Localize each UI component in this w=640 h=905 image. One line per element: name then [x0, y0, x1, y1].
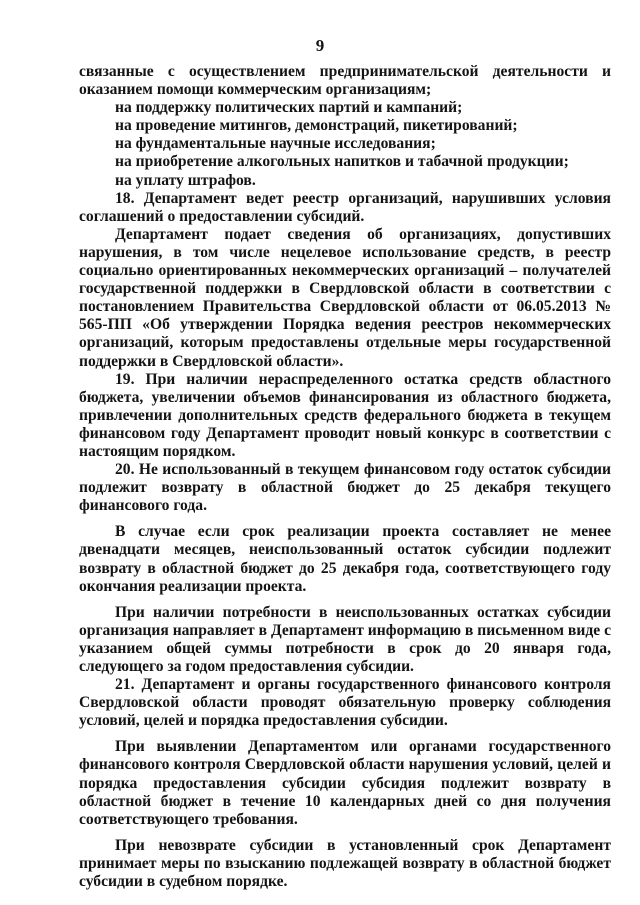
list-item-fundamental-research: на фундаментальные научные исследования; — [115, 135, 436, 153]
page-number: 9 — [315, 36, 325, 55]
list-item-political-support: на поддержку политических партий и кампаний; — [115, 99, 463, 117]
list-item-rallies: на проведение митингов, демонстраций, пикетирований; — [115, 117, 518, 135]
clause-21-court-recovery: При невозврате субсидии в установленный срок Департамент принимает меры по взысканию подлежащей возврату в областной бюджет субсидии в судебном порядке. — [79, 836, 611, 891]
clause-21-violation-return: При выявлении Департаментом или органами государственного финансового контроля Свердловской области нарушения условий, целей и порядка предоставления субсидии субсидия подлежит возврату в областной бюджет в течение 10 календарных дней со дня получения соответствующего требования. — [79, 738, 611, 828]
clause-21: 21. Департамент и органы государственного финансового контроля Свердловской области проводят обязательную проверку соблюдения условий, целей и порядка предоставления субсидии. — [79, 676, 611, 730]
paragraph-continuation: связанные с осуществлением предпринимательской деятельности и оказанием помощи коммерческим организациям; — [79, 63, 611, 99]
clause-18: 18. Департамент ведет реестр организаций, нарушивших условия соглашений о предоставлении субсидий. — [79, 189, 611, 225]
clause-20: 20. Не использованный в текущем финансовом году остаток субсидии подлежит возврату в областной бюджет до 25 декабря текущего финансового года. — [79, 461, 611, 515]
clause-19: 19. При наличии нераспределенного остатка средств областного бюджета, увеличении объемов финансирования из областного бюджета, привлечении дополнительных средств федерального бюджета в текущем финансовом году Департамент проводит новый конкурс в соответствии с настоящим порядком. — [79, 370, 611, 460]
document-body — [79, 63, 611, 891]
list-item-fines: на уплату штрафов. — [115, 171, 256, 189]
clause-18-registry-details: Департамент подает сведения об организациях, допустивших нарушения, в том числе нецелевое использование средств, в реестр социально ориентированных некоммерческих организаций – получателей государственной поддержки в Свердловской области в соответствии с постановлением Правительства Свердловской области от 06.05.2013 № 565-ПП «Об утверждении Порядка ведения реестров некоммерческих организаций, которым предоставлены отдельные меры государственной поддержки в Свердловской области». — [79, 225, 611, 370]
list-item-alcohol-tobacco: на приобретение алкогольных напитков и табачной продукции; — [115, 153, 569, 171]
clause-20-long-project: В случае если срок реализации проекта составляет не менее двенадцати месяцев, неиспользованный остаток субсидии подлежит возврату в областной бюджет до 25 декабря года, соответствующего году окончания реализации проекта. — [79, 523, 611, 595]
clause-20-remaining-need: При наличии потребности в неиспользованных остатках субсидии организация направляет в Департамент информацию в письменном виде с указанием общей суммы потребности в срок до 20 января года, следующего за годом предоставления субсидии. — [79, 603, 611, 675]
